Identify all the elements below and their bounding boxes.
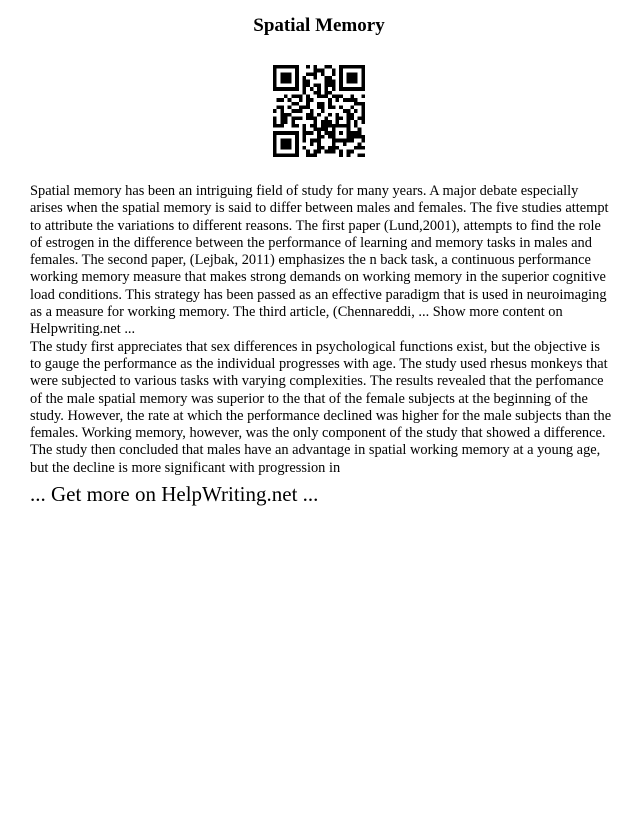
qr-code-icon	[273, 65, 365, 157]
paragraph-2: The study first appreciates that sex differences in psychological functions exist, but the objective is to gauge the performance as the individual progresses with age. The study used rhesus monkeys that were subjected to various tasks with varying complexities. The results revealed that the perfomance of the male spatial memory was superior to the that of the female subjects at the beginning of the study. However, the rate at which the performance declined was higher for the male subjects than the females. Working memory, however, was the only component of the study that showed a difference. The study then concluded that males have an advantage in spatial working memory at a young age, but the decline is more significant with progression in	[30, 338, 612, 476]
get-more-link[interactable]: ... Get more on HelpWriting.net ...	[30, 482, 319, 506]
paragraph-1: Spatial memory has been an intriguing field of study for many years. A major debate especially arises when the spatial memory is said to differ between males and females. The five studies attempt to attribute the variations to different reasons. The first paper (Lund,2001), attempts to find the role of estrogen in the difference between the performance of learning and memory tasks in males and females. The second paper, (Lejbak, 2011) emphasizes the n back task, a continuous performance working memory measure that makes strong demands on working memory in the superior cognitive load conditions. This strategy has been passed as an effective paradigm that is used in neuroimaging as a measure for working memory. The third article, (Chennareddi, ... Show more content on Helpwriting.net ...	[30, 183, 609, 338]
article-body	[30, 183, 612, 477]
page-title: Spatial Memory	[253, 15, 385, 36]
